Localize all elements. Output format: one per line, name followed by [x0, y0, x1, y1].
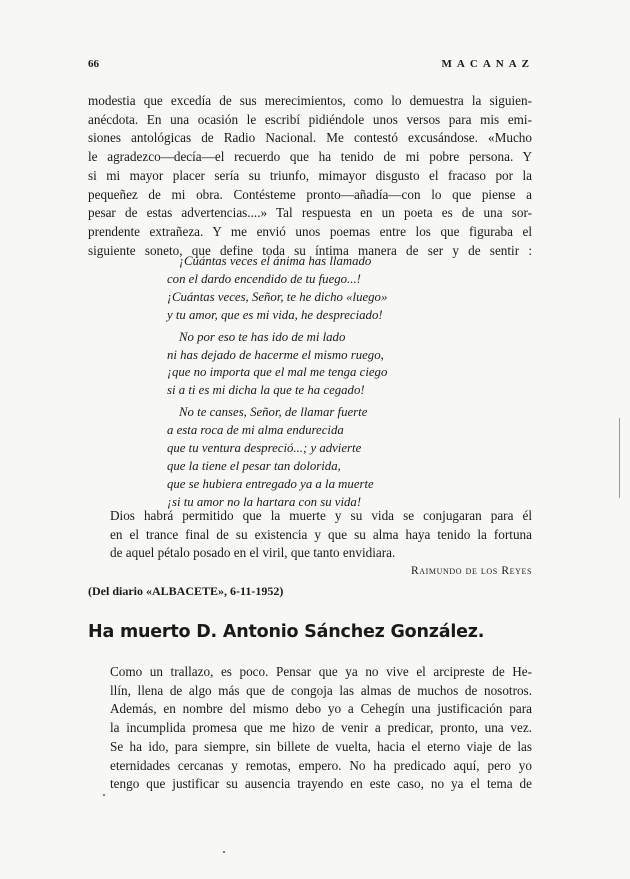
text-line: en el trance final de su existencia y que su alma haya tenido la fortuna — [110, 526, 532, 542]
text-line: eternidades cercanas y remotas, empero. No ha predicado aquí, pero yo — [110, 757, 532, 773]
text-line: de aquel pétalo posado en el viril, que tanto envidiara. — [110, 545, 396, 561]
poem-line: ni has dejado de hacerme el mismo ruego, — [167, 347, 384, 362]
paragraph-2 — [88, 507, 532, 563]
text-line: le agradezco—decía—el recuerdo que ha tenido de mi pobre persona. Y — [88, 149, 532, 165]
poem-line: ¡si tu amor no la hartara con su vida! — [167, 494, 362, 509]
poem-line: que se hubiera entregado ya a la muerte — [167, 476, 374, 491]
text-line: tengo que justificar su ausencia trayendo en este caso, no ya el tema de — [110, 776, 532, 792]
text-line: pequeñez de mi obra. Contésteme pronto—añadía—con lo que piense a — [88, 186, 532, 202]
text-line: Dios habrá permitido que la muerte y su vida se conjugaran para él — [110, 508, 532, 523]
text-line: Como un trallazo, es poco. Pensar que ya no vive el arcipreste de He- — [110, 664, 532, 679]
text-line: prendente extrañeza. Y me envió unos poemas entre los que figuraba el — [88, 223, 532, 239]
article-title: Ha muerto D. Antonio Sánchez González. — [88, 622, 485, 642]
running-head: MACANAZ — [441, 58, 534, 70]
speck — [103, 794, 105, 796]
speck — [223, 851, 225, 853]
poem-line: y tu amor, que es mi vida, he despreciado! — [167, 307, 383, 322]
text-line: si mi mayor placer sería su triunfo, mimayor disgusto el fracaso por la — [88, 167, 532, 183]
text-line: pesar de estas advertencias....» Tal respuesta en un poeta es de una sor- — [88, 205, 532, 221]
poem-line: ¡Cuántas veces, Señor, te he dicho «luego» — [167, 289, 388, 304]
text-line: siguiente soneto, que define toda su íntima manera de ser y de sentir : — [88, 242, 532, 258]
text-line: Se ha ido, para siempre, sin billete de vuelta, hacia el eterno viaje de las — [110, 738, 532, 754]
sonnet — [167, 253, 457, 512]
poem-line: ¡que no importa que el mal me tenga ciego — [167, 365, 388, 380]
poem-line: No te canses, Señor, de llamar fuerte — [179, 405, 368, 420]
poem-line: con el dardo encendido de tu fuego...! — [167, 271, 361, 286]
paragraph-1 — [88, 92, 532, 260]
text-line: modestia que excedía de sus merecimientos, como lo demuestra la siguien- — [88, 93, 532, 108]
paragraph-3 — [88, 663, 532, 794]
poem-line: si a ti es mi dicha la que te ha cegado! — [167, 383, 365, 398]
text-line: Además, en nombre del mismo debo yo a Cehegín una justificación para — [110, 701, 532, 717]
poem-line: No por eso te has ido de mi lado — [179, 329, 346, 344]
poem-line: a esta roca de mi alma endurecida — [167, 423, 344, 438]
text-line: anécdota. En una ocasión le escribí pidiéndole unos versos para mis emi- — [88, 111, 532, 127]
poem-line: ¡Cuántas veces el ánima has llamado — [179, 254, 372, 268]
author-signature: Raimundo de los Reyes — [410, 565, 532, 577]
page-edge-mark — [619, 418, 620, 498]
text-line: la incumplida promesa que me hizo de venir a predicar, pronto, una vez. — [110, 720, 532, 736]
page-number: 66 — [88, 58, 99, 70]
page-header — [88, 58, 534, 74]
text-line: llín, llena de algo más que de congoja las almas de muchos de nosotros. — [110, 682, 532, 698]
poem-line: que tu ventura despreció...; y advierte — [167, 441, 362, 456]
poem-line: que la tiene el pesar tan dolorida, — [167, 458, 341, 473]
source-citation: (Del diario «ALBACETE», 6-11-1952) — [88, 584, 284, 598]
text-line: siones antológicas de Radio Nacional. Me contestó excusándose. «Mucho — [88, 130, 532, 146]
